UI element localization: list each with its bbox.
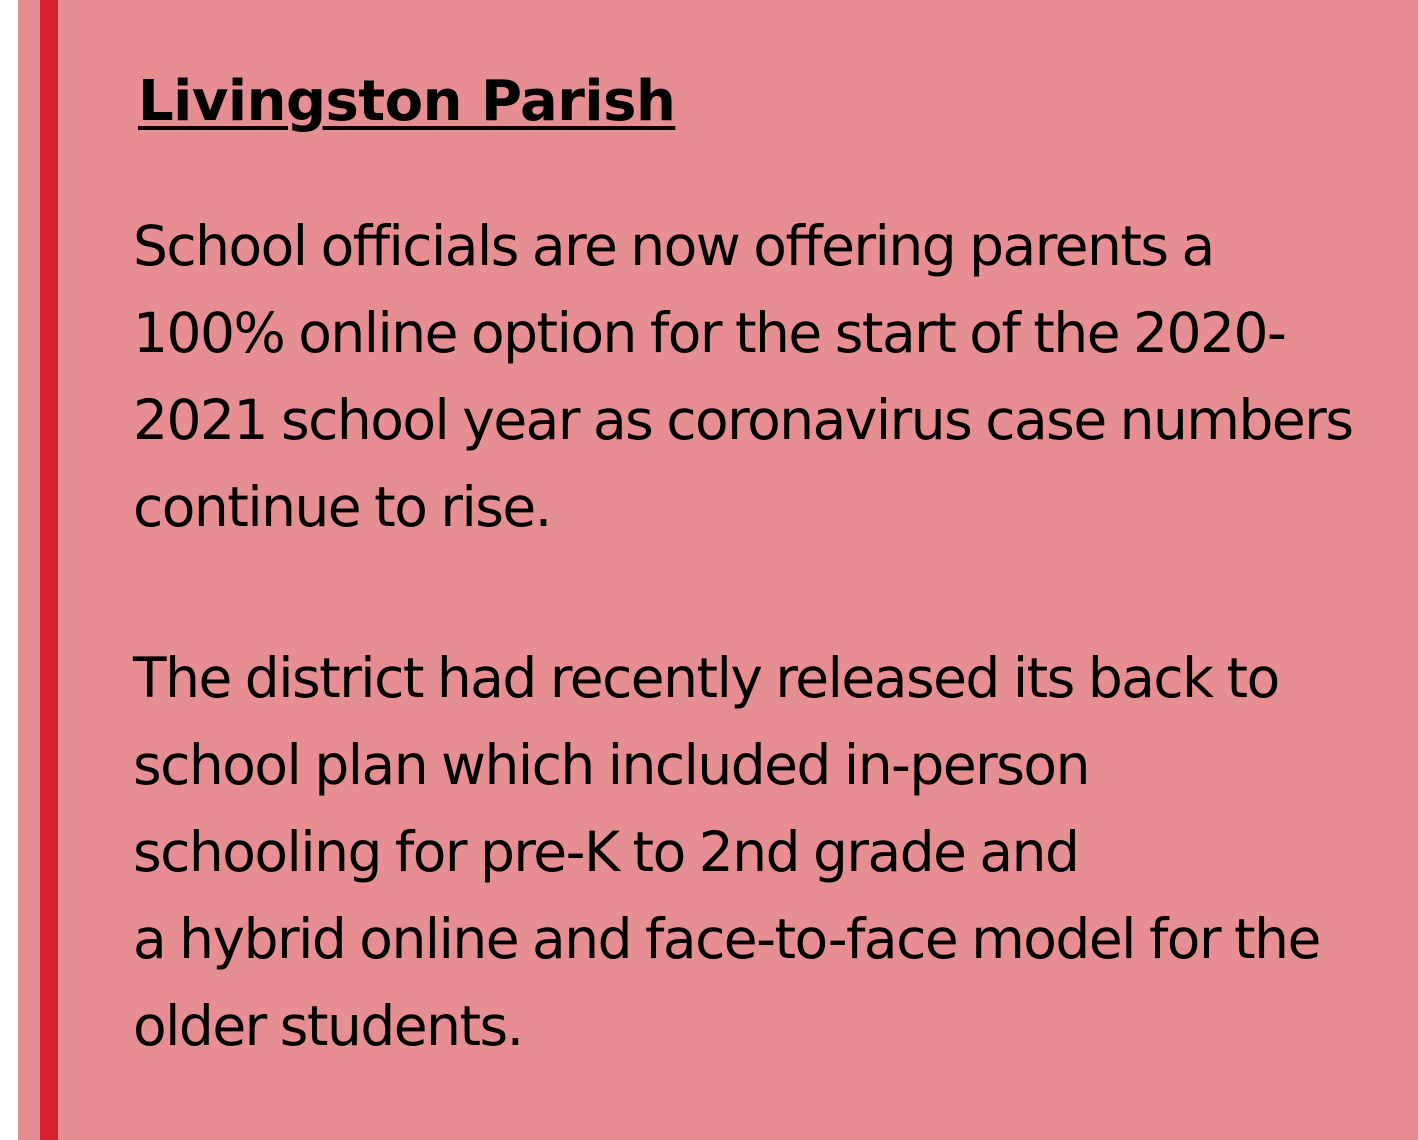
paragraph-line: schooling for pre-K to 2nd grade and: [133, 820, 1079, 884]
paragraph-back-to-school-plan: [133, 635, 1320, 1070]
paragraph-line: school plan which included in-person: [133, 733, 1089, 797]
paragraph-online-option: [133, 203, 1352, 551]
paragraph-line: School officials are now offering parents a: [133, 214, 1214, 278]
paragraph-line: continue to rise.: [133, 475, 551, 539]
paragraph-line: older students.: [133, 994, 523, 1058]
paragraph-line: 100% online option for the start of the 2020-: [133, 301, 1286, 365]
paragraph-line: a hybrid online and face-to-face model for the: [133, 907, 1320, 971]
paragraph-line: The district had recently released its back to: [133, 646, 1279, 710]
paragraph-line: 2021 school year as coronavirus case numbers: [133, 388, 1353, 452]
section-title: Livingston Parish: [138, 69, 676, 134]
accent-bar: [40, 0, 58, 1140]
